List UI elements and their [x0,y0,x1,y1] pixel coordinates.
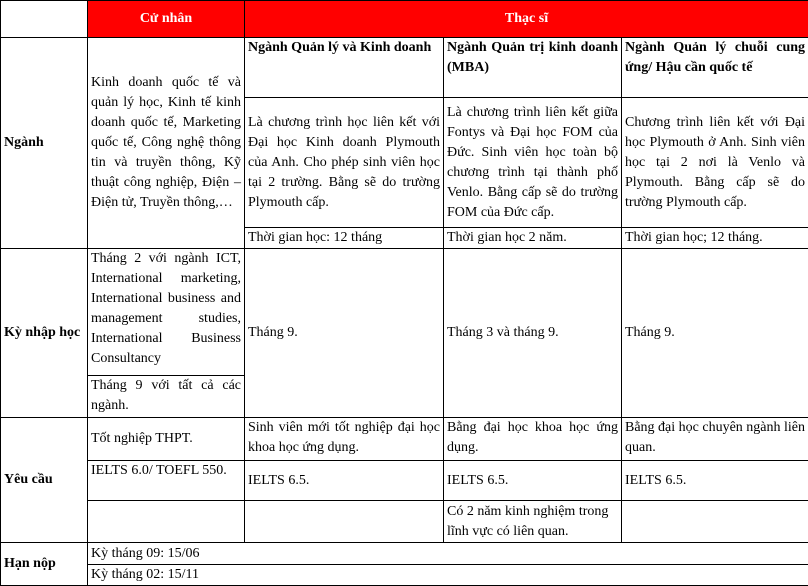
master-requirement-experience: Có 2 năm kinh nghiệm trong lĩnh vực có liên quan. [444,501,622,543]
bachelor-requirement-language: IELTS 6.0/ TOEFL 550. [88,461,245,501]
master-program-title-1: Ngành Quản lý và Kinh doanh [245,38,444,98]
master-requirement-degree-2: Bằng đại học khoa học ứng dụng. [444,418,622,461]
header-empty-cell [1,1,88,38]
deadline-february: Kỳ tháng 02: 15/11 [88,565,808,586]
master-intake-1: Tháng 9. [245,249,444,418]
bachelor-intake-sep: Tháng 9 với tất cả các ngành. [88,376,245,418]
master-requirement-language-1: IELTS 6.5. [245,461,444,501]
row-label-intake: Kỳ nhập học [1,249,88,418]
master-intake-3: Tháng 9. [622,249,808,418]
master-requirement-language-2: IELTS 6.5. [444,461,622,501]
header-master: Thạc sĩ [245,1,808,38]
master-requirement-empty-3 [622,501,808,543]
row-label-deadline: Hạn nộp [1,543,88,586]
row-label-requirements: Yêu cầu [1,418,88,543]
master-intake-2: Tháng 3 và tháng 9. [444,249,622,418]
intake-row-1 [1,249,808,376]
bachelor-requirement-degree: Tốt nghiệp THPT. [88,418,245,461]
row-label-major: Ngành [1,38,88,249]
master-requirement-language-3: IELTS 6.5. [622,461,808,501]
master-program-desc-3: Chương trình liên kết với Đại học Plymouth ở Anh. Sinh viên học tại 2 nơi là Venlo và Plymouth. Bằng cấp sẽ do trường Plymouth cấp. [622,98,808,228]
master-requirement-empty-1 [245,501,444,543]
bachelor-majors: Kinh doanh quốc tế và quản lý học, Kinh tế kinh doanh quốc tế, Marketing quốc tế, Công nghệ thông tin và truyền thông, Kỹ thuật công nghiệp, Điện – Điện tử, Truyền thông,… [88,38,245,249]
requirements-row-3 [1,501,808,543]
major-row-titles [1,38,808,98]
bachelor-intake-feb: Tháng 2 với ngành ICT, International marketing, International business and management studies, International Business Consultancy [88,249,245,376]
header-bachelor: Cử nhân [88,1,245,38]
requirements-row-1 [1,418,808,461]
master-program-title-3: Ngành Quản lý chuỗi cung ứng/ Hậu cần quốc tế [622,38,808,98]
header-row [1,1,808,38]
requirements-row-2 [1,461,808,501]
deadline-row-1 [1,543,808,565]
master-program-desc-1: Là chương trình học liên kết với Đại học Kinh doanh Plymouth của Anh. Cho phép sinh viên học tại 2 trường. Bằng sẽ do trường Plymouth cấp. [245,98,444,228]
deadline-september: Kỳ tháng 09: 15/06 [88,543,808,565]
master-program-duration-1: Thời gian học: 12 tháng [245,228,444,249]
master-program-title-2: Ngành Quản trị kinh doanh (MBA) [444,38,622,98]
master-program-desc-2: Là chương trình liên kết giữa Fontys và Đại học FOM của Đức. Sinh viên học toàn bộ chương trình tại thành phố Venlo. Bằng cấp sẽ do trường FOM của Đức cấp. [444,98,622,228]
master-program-duration-3: Thời gian học; 12 tháng. [622,228,808,249]
master-requirement-degree-1: Sinh viên mới tốt nghiệp đại học khoa học ứng dụng. [245,418,444,461]
bachelor-requirement-empty [88,501,245,543]
deadline-row-2 [1,565,808,586]
master-program-duration-2: Thời gian học 2 năm. [444,228,622,249]
master-requirement-degree-3: Bằng đại học chuyên ngành liên quan. [622,418,808,461]
